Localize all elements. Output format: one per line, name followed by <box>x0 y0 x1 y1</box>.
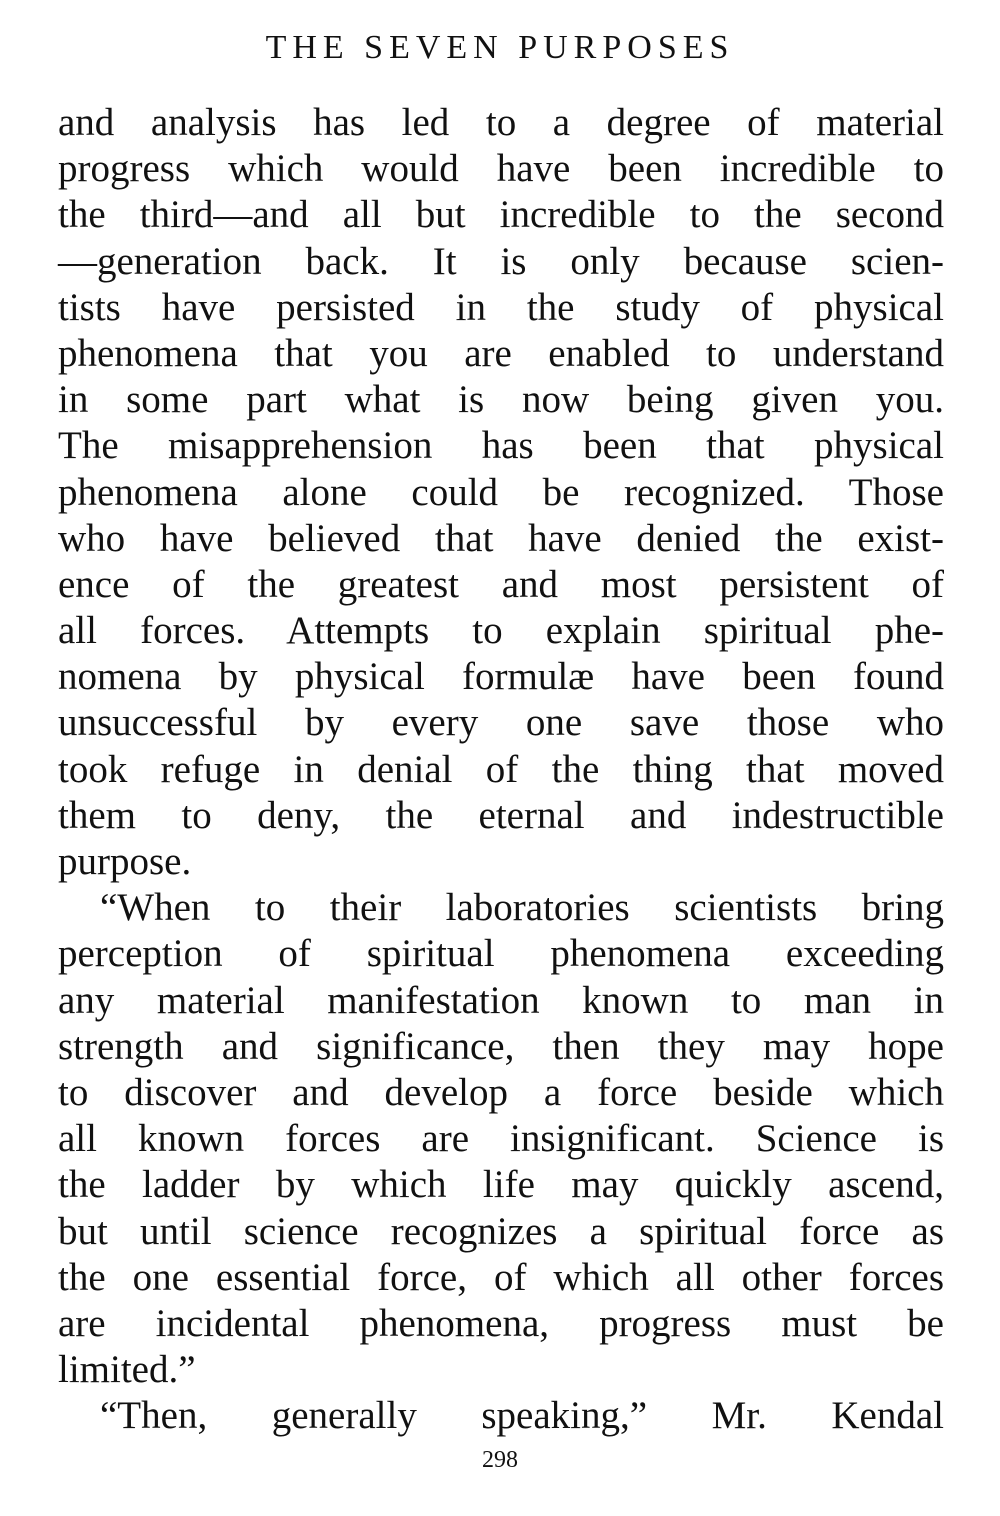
text-line: all known forces are insignificant. Science is <box>58 1117 944 1161</box>
text-line: all forces. Attempts to explain spiritual phe- <box>58 609 944 653</box>
text-line: but until science recognizes a spiritual force as <box>58 1209 944 1253</box>
text-line: “Then, generally speaking,” Mr. Kendal <box>100 1394 944 1438</box>
text-line: phenomena alone could be recognized. Those <box>58 470 944 514</box>
text-line: the one essential force, of which all other forces <box>58 1255 944 1299</box>
text-line: perception of spiritual phenomena exceeding <box>58 932 944 976</box>
text-line: progress which would have been incredible to <box>58 147 944 191</box>
text-line: ence of the greatest and most persistent of <box>58 562 944 606</box>
page-number: 298 <box>482 1447 518 1473</box>
text-line: strength and significance, then they may hope <box>58 1024 944 1068</box>
text-line: took refuge in denial of the thing that moved <box>58 747 944 791</box>
text-line: limited.” <box>58 1348 196 1392</box>
text-line: tists have persisted in the study of physical <box>58 285 944 329</box>
running-head: THE SEVEN PURPOSES <box>265 29 735 66</box>
text-line: nomena by physical formulæ have been found <box>58 655 944 699</box>
text-line: The misapprehension has been that physical <box>58 424 944 468</box>
text-line: purpose. <box>58 840 192 883</box>
text-line: phenomena that you are enabled to understand <box>58 331 944 375</box>
text-line: the third—and all but incredible to the second <box>58 193 944 237</box>
text-line: are incidental phenomena, progress must be <box>58 1301 944 1345</box>
text-line: “When to their laboratories scientists bring <box>100 886 944 930</box>
text-line: the ladder by which life may quickly ascend, <box>58 1163 944 1207</box>
text-line: who have believed that have denied the exist- <box>58 516 944 560</box>
text-line: unsuccessful by every one save those who <box>58 701 944 745</box>
text-line: in some part what is now being given you. <box>58 378 944 422</box>
text-line: —generation back. It is only because scien- <box>58 239 944 283</box>
text-line: any material manifestation known to man in <box>58 978 944 1022</box>
text-line: them to deny, the eternal and indestructible <box>58 793 944 837</box>
text-line: to discover and develop a force beside which <box>58 1070 944 1114</box>
text-line: and analysis has led to a degree of material <box>58 101 944 144</box>
body-text <box>58 100 944 1439</box>
